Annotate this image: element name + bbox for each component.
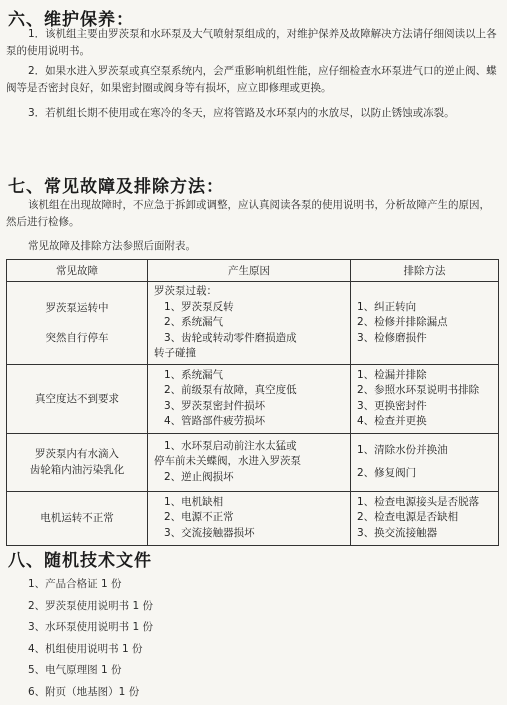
list-item: 5、电气原理图 1 份 xyxy=(28,664,122,676)
fault-symptom: 电机运转不正常 xyxy=(7,491,148,545)
list-item: 1、产品合格证 1 份 xyxy=(28,578,122,590)
fault-cause: 1、水环泵启动前注水太猛或 停车前未关蝶阀，水进入罗茨泵 2、逆止阀损坏 xyxy=(148,433,351,491)
section-6-title: 六、维护保养： xyxy=(8,10,134,30)
table-row xyxy=(7,491,499,545)
table-row xyxy=(7,433,499,491)
fault-table-header xyxy=(7,260,499,282)
fault-cause: 罗茨泵过载： 1、罗茨泵反转 2、系统漏气 3、齿轮或转动零件磨损造成 转子碰撞 xyxy=(148,282,351,365)
section-8-title: 八、随机技术文件 xyxy=(8,551,152,571)
header-cause: 产生原因 xyxy=(148,260,351,282)
sec7-note: 常见故障及排除方法参照后面附表。 xyxy=(28,240,196,252)
fault-fix: 1、纠正转向 2、检修并排除漏点 3、检修磨损件 xyxy=(351,282,499,365)
list-item: 6、附页（地基图）1 份 xyxy=(28,685,140,698)
header-fault: 常见故障 xyxy=(7,260,148,282)
header-fix: 排除方法 xyxy=(351,260,499,282)
list-item: 2、罗茨泵使用说明书 1 份 xyxy=(28,599,154,612)
fault-table xyxy=(6,259,499,546)
section-7-title: 七、常见故障及排除方法： xyxy=(8,177,224,197)
document-list xyxy=(28,574,153,703)
sec7-intro: 该机组在出现故障时，不应急于拆卸或调整，应认真阅读各泵的使用说明书，分析故障产生的原因，然后进行检修。 xyxy=(6,199,490,228)
table-row xyxy=(7,282,499,365)
sec6-item-1: 1．该机组主要由罗茨泵和水环泵及大气喷射泵组成的，对维护保养及故障解决方法请仔细阅读以上各泵的使用说明书。 xyxy=(6,28,497,57)
fault-cause: 1、系统漏气 2、前级泵有故障，真空度低 3、罗茨泵密封件损坏 4、管路部件疲劳损坏 xyxy=(148,364,351,433)
fault-fix: 1、清除水份并换油 2、修复阀门 xyxy=(351,433,499,491)
fault-fix: 1、检漏并排除 2、参照水环泵说明书排除 3、更换密封件 4、检查并更换 xyxy=(351,364,499,433)
sec6-item-2: 2．如果水进入罗茨泵或真空泵系统内，会严重影响机组性能，应仔细检查水环泵进气口的逆止阀、蝶阀等是否密封良好，如果密封圈或阀身等有损坏，应立即修理或更换。 xyxy=(6,65,497,94)
sec6-item-3: 3．若机组长期不使用或在寒冷的冬天，应将管路及水环泵内的水放尽，以防止锈蚀或冻裂。 xyxy=(28,107,455,119)
list-item: 3、水环泵使用说明书 1 份 xyxy=(28,621,154,633)
fault-symptom: 罗茨泵运转中 突然自行停车 xyxy=(7,282,148,365)
table-row xyxy=(7,364,499,433)
fault-cause: 1、电机缺相 2、电源不正常 3、交流接触器损坏 xyxy=(148,491,351,545)
fault-symptom: 罗茨泵内有水滴入 齿轮箱内油污染乳化 xyxy=(7,433,148,491)
fault-fix: 1、检查电源接头是否脱落 2、检查电源是否缺相 3、换交流接触器 xyxy=(351,491,499,545)
fault-symptom: 真空度达不到要求 xyxy=(7,364,148,433)
list-item: 4、机组使用说明书 1 份 xyxy=(28,642,143,655)
